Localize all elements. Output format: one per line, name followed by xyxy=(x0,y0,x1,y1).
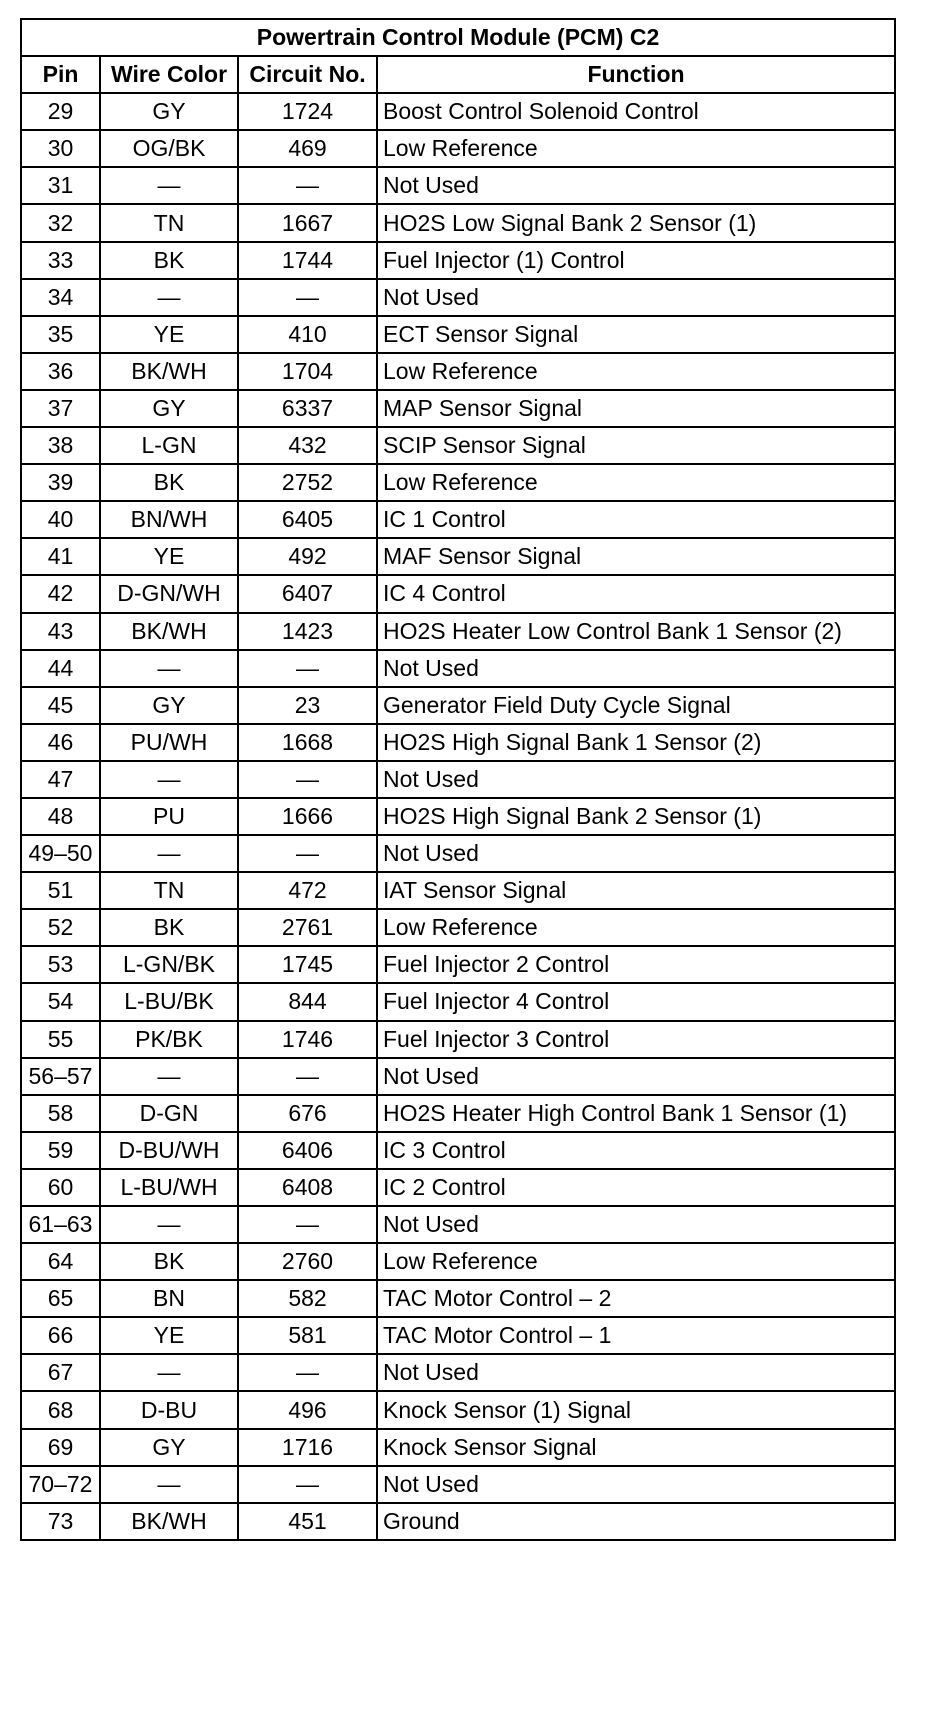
pin-cell: 67 xyxy=(21,1354,100,1391)
header-pin: Pin xyxy=(21,56,100,93)
table-row xyxy=(21,353,895,390)
circuit-no-cell: 1745 xyxy=(238,946,377,983)
function-cell: IC 4 Control xyxy=(377,575,895,612)
function-cell: Not Used xyxy=(377,835,895,872)
circuit-no-cell: 1704 xyxy=(238,353,377,390)
function-cell: Fuel Injector (1) Control xyxy=(377,242,895,279)
wire-color-cell: PK/BK xyxy=(100,1021,238,1058)
table-row xyxy=(21,538,895,575)
function-cell: IC 1 Control xyxy=(377,501,895,538)
function-cell: Low Reference xyxy=(377,130,895,167)
table-row xyxy=(21,279,895,316)
table-row xyxy=(21,390,895,427)
circuit-no-cell: 6337 xyxy=(238,390,377,427)
circuit-no-cell: 1668 xyxy=(238,724,377,761)
circuit-no-cell: 2761 xyxy=(238,909,377,946)
table-header-row xyxy=(21,56,895,93)
function-cell: Not Used xyxy=(377,167,895,204)
wire-color-cell: PU xyxy=(100,798,238,835)
table-row xyxy=(21,464,895,501)
table-title: Powertrain Control Module (PCM) C2 xyxy=(21,19,895,56)
circuit-no-cell: 23 xyxy=(238,687,377,724)
circuit-no-cell: 1666 xyxy=(238,798,377,835)
circuit-no-cell: 1423 xyxy=(238,613,377,650)
circuit-no-cell: 1724 xyxy=(238,93,377,130)
function-cell: IC 3 Control xyxy=(377,1132,895,1169)
table-row xyxy=(21,909,895,946)
wire-color-cell: — xyxy=(100,167,238,204)
pin-cell: 41 xyxy=(21,538,100,575)
table-row xyxy=(21,1058,895,1095)
table-body xyxy=(21,93,895,1540)
pin-cell: 56–57 xyxy=(21,1058,100,1095)
pin-cell: 53 xyxy=(21,946,100,983)
circuit-no-cell: 451 xyxy=(238,1503,377,1540)
table-row xyxy=(21,242,895,279)
pin-cell: 61–63 xyxy=(21,1206,100,1243)
function-cell: Fuel Injector 4 Control xyxy=(377,983,895,1020)
table-row xyxy=(21,167,895,204)
pin-cell: 33 xyxy=(21,242,100,279)
function-cell: HO2S Heater Low Control Bank 1 Sensor (2) xyxy=(377,613,895,650)
pin-cell: 73 xyxy=(21,1503,100,1540)
pin-cell: 34 xyxy=(21,279,100,316)
circuit-no-cell: 1667 xyxy=(238,204,377,241)
pin-cell: 49–50 xyxy=(21,835,100,872)
table-row xyxy=(21,1243,895,1280)
function-cell: TAC Motor Control – 1 xyxy=(377,1317,895,1354)
table-row xyxy=(21,946,895,983)
table-row xyxy=(21,1132,895,1169)
table-row xyxy=(21,835,895,872)
wire-color-cell: — xyxy=(100,835,238,872)
wire-color-cell: L-BU/BK xyxy=(100,983,238,1020)
pin-cell: 69 xyxy=(21,1429,100,1466)
circuit-no-cell: — xyxy=(238,1354,377,1391)
function-cell: Not Used xyxy=(377,650,895,687)
wire-color-cell: BK/WH xyxy=(100,1503,238,1540)
table-row xyxy=(21,1095,895,1132)
pin-cell: 65 xyxy=(21,1280,100,1317)
wire-color-cell: D-GN xyxy=(100,1095,238,1132)
circuit-no-cell: 1746 xyxy=(238,1021,377,1058)
circuit-no-cell: 6406 xyxy=(238,1132,377,1169)
table-row xyxy=(21,1206,895,1243)
pin-cell: 52 xyxy=(21,909,100,946)
pin-cell: 35 xyxy=(21,316,100,353)
circuit-no-cell: 469 xyxy=(238,130,377,167)
table-row xyxy=(21,650,895,687)
pcm-c2-pinout-table xyxy=(20,18,896,1541)
circuit-no-cell: 6407 xyxy=(238,575,377,612)
table-row xyxy=(21,687,895,724)
table-row xyxy=(21,427,895,464)
wire-color-cell: D-GN/WH xyxy=(100,575,238,612)
circuit-no-cell: 581 xyxy=(238,1317,377,1354)
circuit-no-cell: 676 xyxy=(238,1095,377,1132)
wire-color-cell: OG/BK xyxy=(100,130,238,167)
table-row xyxy=(21,1429,895,1466)
function-cell: MAP Sensor Signal xyxy=(377,390,895,427)
circuit-no-cell: 496 xyxy=(238,1391,377,1428)
table-row xyxy=(21,501,895,538)
function-cell: Not Used xyxy=(377,1354,895,1391)
header-circuit-no: Circuit No. xyxy=(238,56,377,93)
wire-color-cell: — xyxy=(100,1206,238,1243)
wire-color-cell: — xyxy=(100,650,238,687)
wire-color-cell: — xyxy=(100,1354,238,1391)
pin-cell: 45 xyxy=(21,687,100,724)
wire-color-cell: GY xyxy=(100,93,238,130)
function-cell: HO2S High Signal Bank 2 Sensor (1) xyxy=(377,798,895,835)
wire-color-cell: — xyxy=(100,279,238,316)
function-cell: Boost Control Solenoid Control xyxy=(377,93,895,130)
function-cell: Low Reference xyxy=(377,464,895,501)
pin-cell: 58 xyxy=(21,1095,100,1132)
pin-cell: 70–72 xyxy=(21,1466,100,1503)
pin-cell: 51 xyxy=(21,872,100,909)
wire-color-cell: YE xyxy=(100,316,238,353)
circuit-no-cell: — xyxy=(238,650,377,687)
circuit-no-cell: 6408 xyxy=(238,1169,377,1206)
wire-color-cell: BK xyxy=(100,464,238,501)
wire-color-cell: YE xyxy=(100,1317,238,1354)
wire-color-cell: L-GN xyxy=(100,427,238,464)
circuit-no-cell: — xyxy=(238,1058,377,1095)
table-row xyxy=(21,1280,895,1317)
circuit-no-cell: 2752 xyxy=(238,464,377,501)
header-function: Function xyxy=(377,56,895,93)
table-row xyxy=(21,872,895,909)
wire-color-cell: PU/WH xyxy=(100,724,238,761)
function-cell: Low Reference xyxy=(377,353,895,390)
function-cell: Generator Field Duty Cycle Signal xyxy=(377,687,895,724)
wire-color-cell: — xyxy=(100,1058,238,1095)
function-cell: ECT Sensor Signal xyxy=(377,316,895,353)
function-cell: Ground xyxy=(377,1503,895,1540)
circuit-no-cell: — xyxy=(238,761,377,798)
pin-cell: 55 xyxy=(21,1021,100,1058)
pin-cell: 30 xyxy=(21,130,100,167)
pin-cell: 39 xyxy=(21,464,100,501)
function-cell: HO2S Low Signal Bank 2 Sensor (1) xyxy=(377,204,895,241)
pin-cell: 32 xyxy=(21,204,100,241)
pin-cell: 37 xyxy=(21,390,100,427)
circuit-no-cell: — xyxy=(238,279,377,316)
circuit-no-cell: 1716 xyxy=(238,1429,377,1466)
wire-color-cell: L-BU/WH xyxy=(100,1169,238,1206)
table-row xyxy=(21,1021,895,1058)
pin-cell: 59 xyxy=(21,1132,100,1169)
wire-color-cell: GY xyxy=(100,1429,238,1466)
table-row xyxy=(21,798,895,835)
circuit-no-cell: 410 xyxy=(238,316,377,353)
function-cell: MAF Sensor Signal xyxy=(377,538,895,575)
pin-cell: 46 xyxy=(21,724,100,761)
circuit-no-cell: 582 xyxy=(238,1280,377,1317)
function-cell: IAT Sensor Signal xyxy=(377,872,895,909)
wire-color-cell: TN xyxy=(100,872,238,909)
pin-cell: 54 xyxy=(21,983,100,1020)
circuit-no-cell: 2760 xyxy=(238,1243,377,1280)
circuit-no-cell: — xyxy=(238,1466,377,1503)
circuit-no-cell: 432 xyxy=(238,427,377,464)
circuit-no-cell: 844 xyxy=(238,983,377,1020)
table-row xyxy=(21,983,895,1020)
wire-color-cell: — xyxy=(100,1466,238,1503)
table-row xyxy=(21,1169,895,1206)
pin-cell: 68 xyxy=(21,1391,100,1428)
function-cell: Low Reference xyxy=(377,909,895,946)
circuit-no-cell: — xyxy=(238,835,377,872)
pin-cell: 66 xyxy=(21,1317,100,1354)
function-cell: TAC Motor Control – 2 xyxy=(377,1280,895,1317)
wire-color-cell: L-GN/BK xyxy=(100,946,238,983)
wire-color-cell: D-BU/WH xyxy=(100,1132,238,1169)
wire-color-cell: YE xyxy=(100,538,238,575)
table-row xyxy=(21,130,895,167)
pin-cell: 64 xyxy=(21,1243,100,1280)
wire-color-cell: BK xyxy=(100,242,238,279)
table-row xyxy=(21,93,895,130)
wire-color-cell: BN xyxy=(100,1280,238,1317)
function-cell: IC 2 Control xyxy=(377,1169,895,1206)
table-row xyxy=(21,761,895,798)
circuit-no-cell: 1744 xyxy=(238,242,377,279)
pin-cell: 44 xyxy=(21,650,100,687)
wire-color-cell: BK xyxy=(100,1243,238,1280)
pin-cell: 60 xyxy=(21,1169,100,1206)
circuit-no-cell: 492 xyxy=(238,538,377,575)
wire-color-cell: BK/WH xyxy=(100,613,238,650)
circuit-no-cell: 472 xyxy=(238,872,377,909)
table-title-row xyxy=(21,19,895,56)
table-row xyxy=(21,1391,895,1428)
function-cell: Not Used xyxy=(377,1058,895,1095)
table-row xyxy=(21,1466,895,1503)
wire-color-cell: BK xyxy=(100,909,238,946)
wire-color-cell: D-BU xyxy=(100,1391,238,1428)
table-row xyxy=(21,575,895,612)
function-cell: Fuel Injector 2 Control xyxy=(377,946,895,983)
pin-cell: 42 xyxy=(21,575,100,612)
function-cell: HO2S High Signal Bank 1 Sensor (2) xyxy=(377,724,895,761)
pin-cell: 31 xyxy=(21,167,100,204)
function-cell: Low Reference xyxy=(377,1243,895,1280)
function-cell: Not Used xyxy=(377,279,895,316)
table-row xyxy=(21,1503,895,1540)
wire-color-cell: GY xyxy=(100,687,238,724)
function-cell: SCIP Sensor Signal xyxy=(377,427,895,464)
pin-cell: 29 xyxy=(21,93,100,130)
pin-cell: 48 xyxy=(21,798,100,835)
circuit-no-cell: — xyxy=(238,167,377,204)
circuit-no-cell: 6405 xyxy=(238,501,377,538)
function-cell: Knock Sensor (1) Signal xyxy=(377,1391,895,1428)
pin-cell: 40 xyxy=(21,501,100,538)
table-row xyxy=(21,724,895,761)
wire-color-cell: TN xyxy=(100,204,238,241)
pin-cell: 47 xyxy=(21,761,100,798)
function-cell: Not Used xyxy=(377,761,895,798)
table-row xyxy=(21,613,895,650)
function-cell: Knock Sensor Signal xyxy=(377,1429,895,1466)
table-row xyxy=(21,316,895,353)
function-cell: Not Used xyxy=(377,1206,895,1243)
table-row xyxy=(21,1317,895,1354)
pin-cell: 43 xyxy=(21,613,100,650)
header-wire-color: Wire Color xyxy=(100,56,238,93)
function-cell: Fuel Injector 3 Control xyxy=(377,1021,895,1058)
pin-cell: 36 xyxy=(21,353,100,390)
wire-color-cell: — xyxy=(100,761,238,798)
wire-color-cell: BK/WH xyxy=(100,353,238,390)
table-row xyxy=(21,1354,895,1391)
circuit-no-cell: — xyxy=(238,1206,377,1243)
connector-pinout-document xyxy=(20,18,896,1541)
wire-color-cell: BN/WH xyxy=(100,501,238,538)
pin-cell: 38 xyxy=(21,427,100,464)
function-cell: Not Used xyxy=(377,1466,895,1503)
wire-color-cell: GY xyxy=(100,390,238,427)
table-row xyxy=(21,204,895,241)
function-cell: HO2S Heater High Control Bank 1 Sensor (1) xyxy=(377,1095,895,1132)
